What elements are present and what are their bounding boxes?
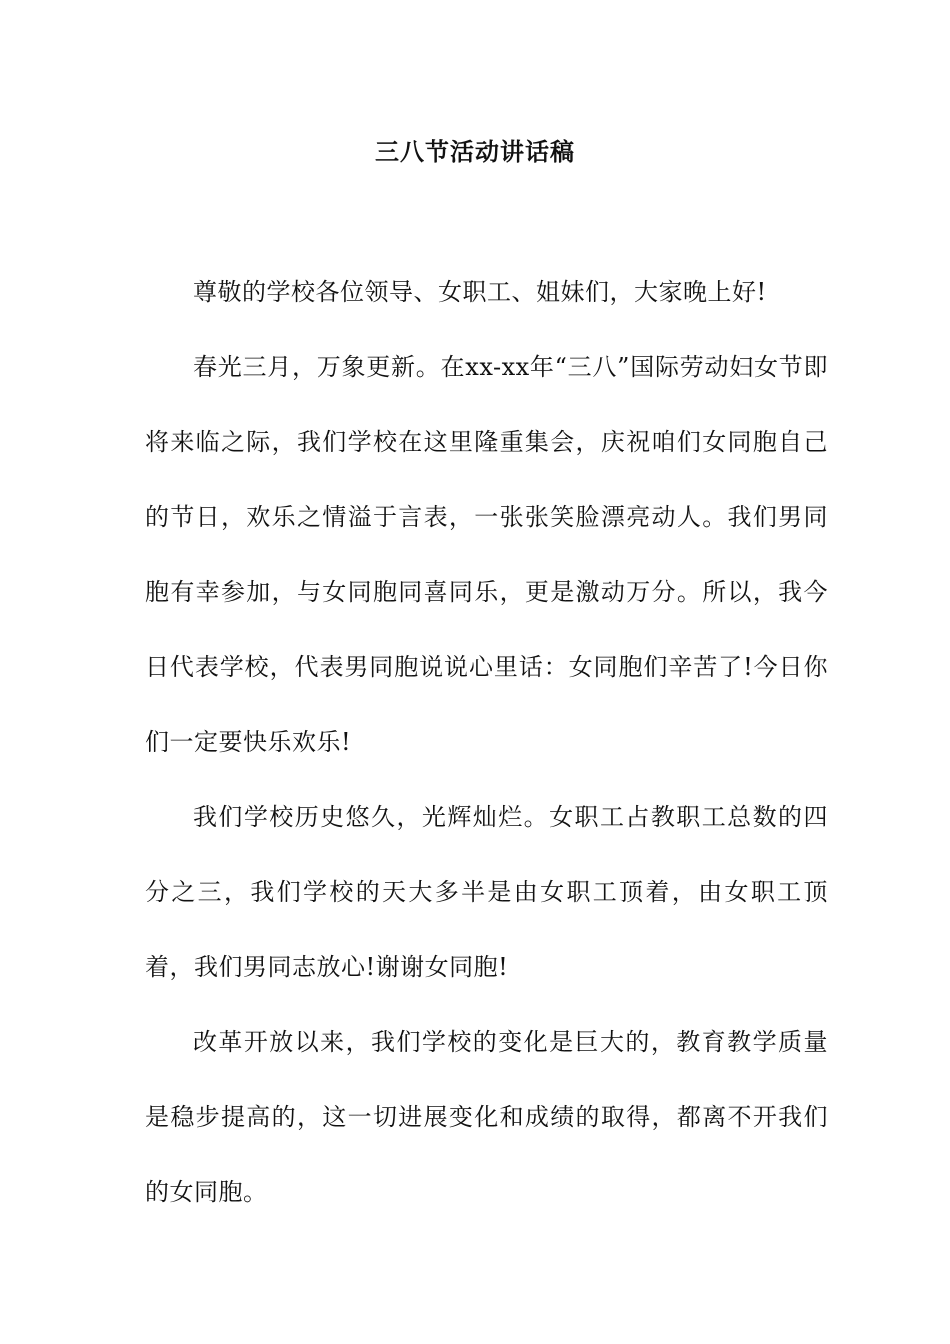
paragraph-spring: 春光三月，万象更新。在xx-xx年“三八”国际劳动妇女节即将来临之际，我们学校在这里隆重集会，庆祝咱们女同胞自己的节日，欢乐之情溢于言表，一张张笑脸漂亮动人。我们男同胞有幸参加，与女同胞同喜同乐，更是激动万分。所以，我今日代表学校，代表男同胞说说心里话：女同胞们辛苦了!今日你们一定要快乐欢乐! bbox=[145, 353, 828, 756]
paragraph-reform: 改革开放以来，我们学校的变化是巨大的，教育教学质量是稳步提高的，这一切进展变化和成绩的取得，都离不开我们的女同胞。 bbox=[145, 1028, 828, 1206]
document-body bbox=[145, 255, 828, 1230]
paragraph-history: 我们学校历史悠久，光辉灿烂。女职工占教职工总数的四分之三，我们学校的天大多半是由女职工顶着，由女职工顶着，我们男同志放心!谢谢女同胞! bbox=[145, 803, 828, 981]
paragraph-greeting: 尊敬的学校各位领导、女职工、姐妹们，大家晚上好! bbox=[193, 278, 767, 306]
document-title: 三八节活动讲话稿 bbox=[375, 137, 575, 166]
